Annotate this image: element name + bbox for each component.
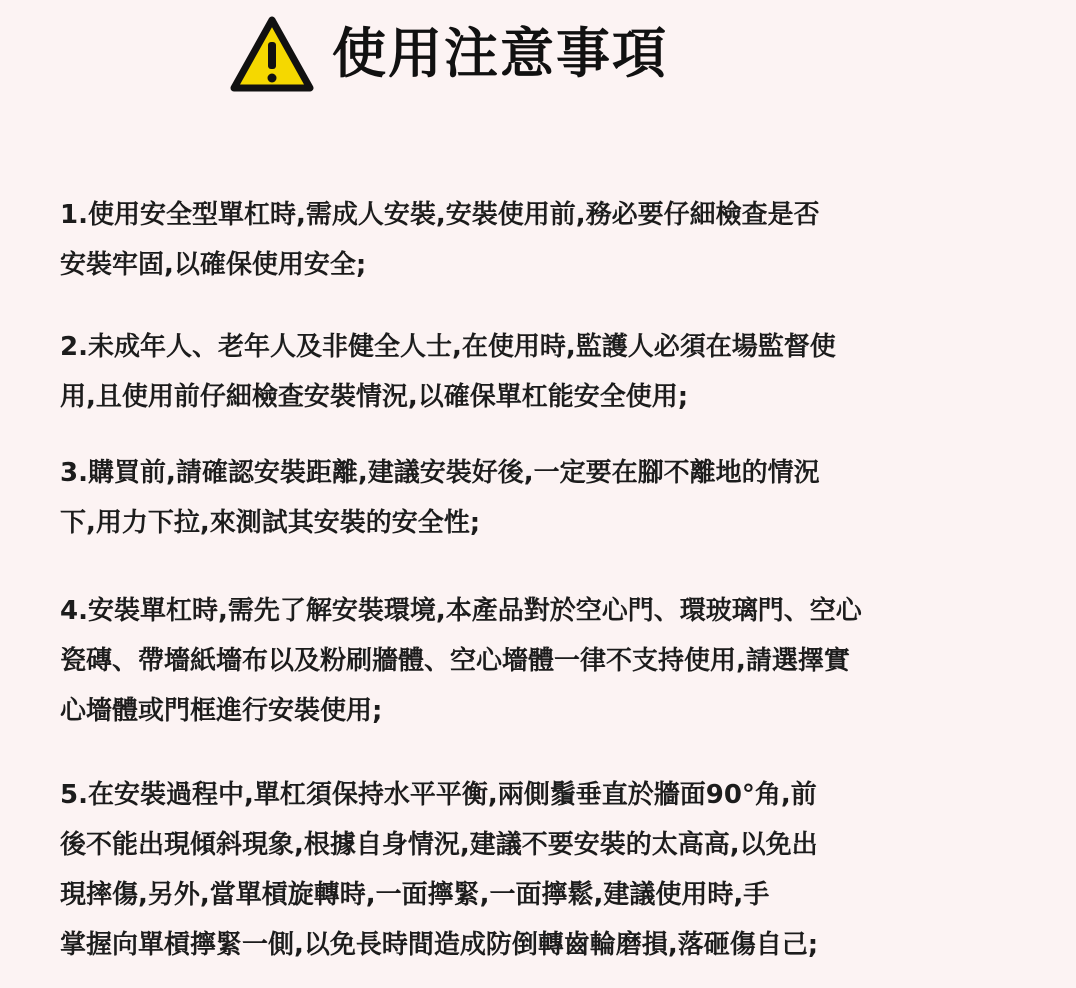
notice-line: 5.在安裝過程中,單杠須保持水平平衡,兩側鬚垂直於牆面90°角,前 xyxy=(60,780,817,810)
notice-item-3 xyxy=(60,448,1020,548)
page-header xyxy=(230,14,668,94)
notice-line: 1.使用安全型單杠時,需成人安裝,安裝使用前,務必要仔細檢查是否 xyxy=(60,200,820,230)
notice-line: 安裝牢固,以確保使用安全; xyxy=(60,250,367,280)
notice-line: 3.購買前,請確認安裝距離,建議安裝好後,一定要在腳不離地的情況 xyxy=(60,458,820,488)
notice-line: 用,且使用前仔細檢查安裝情況,以確保單杠能安全使用; xyxy=(60,382,689,412)
warning-triangle-icon xyxy=(230,16,314,92)
notice-line: 掌握向單槓擰緊一側,以免長時間造成防倒轉齒輪磨損,落砸傷自己; xyxy=(60,930,819,960)
notice-line: 4.安裝單杠時,需先了解安裝環境,本產品對於空心門、環玻璃門、空心 xyxy=(60,596,862,626)
notice-line: 後不能出現傾斜現象,根據自身情況,建議不要安裝的太高高,以免出 xyxy=(60,830,818,860)
notice-item-1 xyxy=(60,190,1020,290)
notice-line: 現摔傷,另外,當單槓旋轉時,一面擰緊,一面擰鬆,建議使用時,手 xyxy=(60,880,770,910)
notice-item-5 xyxy=(60,770,1020,970)
page-title: 使用注意事項 xyxy=(332,22,668,85)
notice-line: 心墻體或門框進行安裝使用; xyxy=(60,696,383,726)
notice-line: 瓷磚、帶墻紙墻布以及粉刷牆體、空心墻體一律不支持使用,請選擇實 xyxy=(60,646,850,676)
notice-item-2 xyxy=(60,322,1020,422)
notice-item-4 xyxy=(60,586,1020,736)
notice-line: 2.未成年人、老年人及非健全人士,在使用時,監護人必須在場監督使 xyxy=(60,332,836,362)
notice-line: 下,用力下拉,來測試其安裝的安全性; xyxy=(60,508,481,538)
